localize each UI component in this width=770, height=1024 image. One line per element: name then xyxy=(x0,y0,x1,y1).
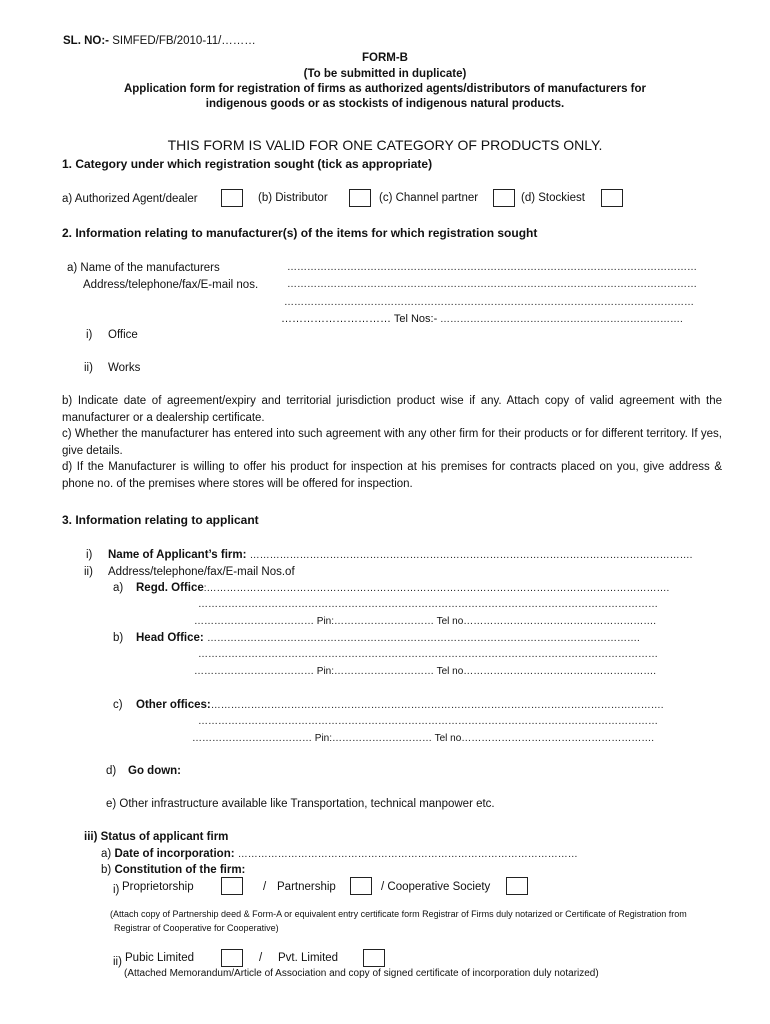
public-limited-label: Pubic Limited xyxy=(125,952,195,964)
category-stockiest-label: (d) Stockiest xyxy=(521,192,585,204)
head-office-field-2[interactable]: ………………………………………………………………………………………………………………………… xyxy=(198,649,658,660)
manufacturer-address-field-2[interactable]: …………………………………………………………………………………………………………… xyxy=(284,297,694,308)
manufacturer-tel-prefix: ………………………… Tel Nos:- xyxy=(281,313,438,325)
serial-number-line xyxy=(63,34,256,48)
category-agent-label: a) Authorized Agent/dealer xyxy=(62,193,198,205)
form-title: FORM-B xyxy=(362,52,408,64)
regd-office-number: a) xyxy=(113,582,124,594)
category-agent-checkbox[interactable] xyxy=(221,189,243,207)
serial-number-label: SL. NO:- xyxy=(63,35,109,47)
cooperative-label: / Cooperative Society xyxy=(381,881,491,893)
section-2-heading: 2. Information relating to manufacturer(s) of the items for which registration sought xyxy=(62,226,538,240)
applicant-firm-number: i) xyxy=(86,549,93,561)
proprietorship-label: Proprietorship xyxy=(122,881,194,893)
applicant-firm-field[interactable]: ……………………………………………………………………………………………………………………. xyxy=(249,550,693,561)
constitution-option-1-number: i) xyxy=(113,884,120,896)
regd-office-pin-tel[interactable]: ……………………………… Pin:………………………… Tel no…………………………………………………. xyxy=(194,616,657,627)
applicant-firm-label: Name of Applicant’s firm: xyxy=(108,549,247,561)
manufacturer-address-field[interactable]: …………………………………………………………………………………………………………… xyxy=(287,279,697,290)
regd-office-field-2[interactable]: ………………………………………………………………………………………………………………………… xyxy=(198,599,658,610)
regd-office-field[interactable]: :…………………………………………………………………………………………………………………………. xyxy=(203,583,670,594)
other-offices-label: Other offices: xyxy=(136,699,211,711)
constitution-option-2-number: ii) xyxy=(113,956,122,968)
manufacturer-name-label: a) Name of the manufacturers xyxy=(67,262,220,274)
other-offices-field[interactable]: ………………………………………………………………………………………………………………………. xyxy=(210,700,664,711)
head-office-label: Head Office: xyxy=(136,632,204,644)
pvt-limited-label: Pvt. Limited xyxy=(278,952,339,964)
manufacturer-tel-line[interactable] xyxy=(281,312,683,327)
memorandum-note: (Attached Memorandum/Article of Association and copy of signed certificate of incorporation duly notarized) xyxy=(124,968,599,979)
applicant-address-number: ii) xyxy=(84,566,93,578)
partnership-label: Partnership xyxy=(277,881,336,893)
head-office-number: b) xyxy=(113,632,124,644)
category-channel-partner-label: (c) Channel partner xyxy=(379,192,479,204)
manufacturer-name-field[interactable]: …………………………………………………………………………………………………………… xyxy=(287,262,697,273)
head-office-field[interactable]: …………………………………………………………………………………………………………………. xyxy=(206,633,640,644)
regd-office-line xyxy=(136,581,669,596)
duplicate-note: (To be submitted in duplicate) xyxy=(303,68,467,80)
applicant-firm-line xyxy=(108,548,692,563)
regd-office-label: Regd. Office xyxy=(136,582,204,594)
category-distributor-label: (b) Distributor xyxy=(258,192,328,204)
other-offices-field-2[interactable]: ………………………………………………………………………………………………………………………… xyxy=(198,716,658,727)
proprietorship-checkbox[interactable] xyxy=(221,877,243,895)
firm-status-heading: iii) Status of applicant firm xyxy=(84,831,229,843)
cooperative-checkbox[interactable] xyxy=(506,877,528,895)
manufacturer-address-label: Address/telephone/fax/E-mail nos. xyxy=(83,279,259,291)
other-offices-line xyxy=(136,698,664,713)
manufacturer-tel-field[interactable]: ………………………………………………………………. xyxy=(440,314,683,325)
inspection-paragraph: d) If the Manufacturer is willing to offer his product for inspection at his premises for contracts placed on you, give address & phone no. of the premises where stores will be offered for inspection. xyxy=(62,461,722,490)
validity-notice: THIS FORM IS VALID FOR ONE CATEGORY OF PRODUCTS ONLY. xyxy=(167,137,603,153)
head-office-pin-tel[interactable]: ……………………………… Pin:………………………… Tel no…………………………………………………. xyxy=(194,666,657,677)
pvt-limited-checkbox[interactable] xyxy=(363,949,385,967)
applicant-address-label: Address/telephone/fax/E-mail Nos.of xyxy=(108,566,295,578)
constitution-line xyxy=(101,863,245,877)
form-purpose-line-2: indigenous goods or as stockists of indigenous natural products. xyxy=(205,98,565,110)
works-number: ii) xyxy=(84,362,93,374)
office-number: i) xyxy=(86,329,93,341)
serial-number-value: SIMFED/FB/2010-11/……… xyxy=(112,35,256,47)
constitution-label: Constitution of the firm: xyxy=(114,864,246,876)
works-label: Works xyxy=(108,362,141,374)
other-offices-pin-tel[interactable]: ……………………………… Pin:………………………… Tel no…………………………………………………. xyxy=(192,733,655,744)
infrastructure-line: e) Other infrastructure available like Transportation, technical manpower etc. xyxy=(106,798,495,810)
partnership-note-line-1: (Attach copy of Partnership deed & Form-A or equivalent entry certificate form Registrar of Firms duly notarized or Certificate of Registration from xyxy=(110,909,687,919)
constitution-prefix: b) xyxy=(101,864,112,876)
godown-number: d) xyxy=(106,765,117,777)
public-limited-checkbox[interactable] xyxy=(221,949,243,967)
category-stockiest-checkbox[interactable] xyxy=(601,189,623,207)
incorporation-date-field[interactable]: ………………………………………………………………………………………… xyxy=(237,849,578,860)
partnership-note-line-2: Registrar of Cooperative for Cooperative) xyxy=(114,923,279,933)
other-offices-number: c) xyxy=(113,699,123,711)
agreement-paragraph: b) Indicate date of agreement/expiry and territorial jurisdiction product wise if any. Attach copy of valid agreement with the manufacturer or a dealership certificate. xyxy=(62,395,722,424)
incorporation-date-line xyxy=(101,847,578,862)
head-office-line xyxy=(136,631,640,646)
incorporation-date-prefix: a) xyxy=(101,848,112,860)
incorporation-date-label: Date of incorporation: xyxy=(114,848,235,860)
godown-label: Go down: xyxy=(128,765,182,777)
category-distributor-checkbox[interactable] xyxy=(349,189,371,207)
other-agreement-paragraph: c) Whether the manufacturer has entered into such agreement with any other firm for their products or for different territory. If yes, give details. xyxy=(62,428,722,457)
category-channel-partner-checkbox[interactable] xyxy=(493,189,515,207)
office-label: Office xyxy=(108,329,138,341)
form-purpose-line-1: Application form for registration of firms as authorized agents/distributors of manufacturers for xyxy=(123,83,647,95)
section-3-heading: 3. Information relating to applicant xyxy=(62,513,259,527)
slash-separator: / xyxy=(263,881,267,893)
partnership-checkbox[interactable] xyxy=(350,877,372,895)
slash-separator-2: / xyxy=(259,952,263,964)
section-1-heading: 1. Category under which registration sought (tick as appropriate) xyxy=(62,157,433,171)
